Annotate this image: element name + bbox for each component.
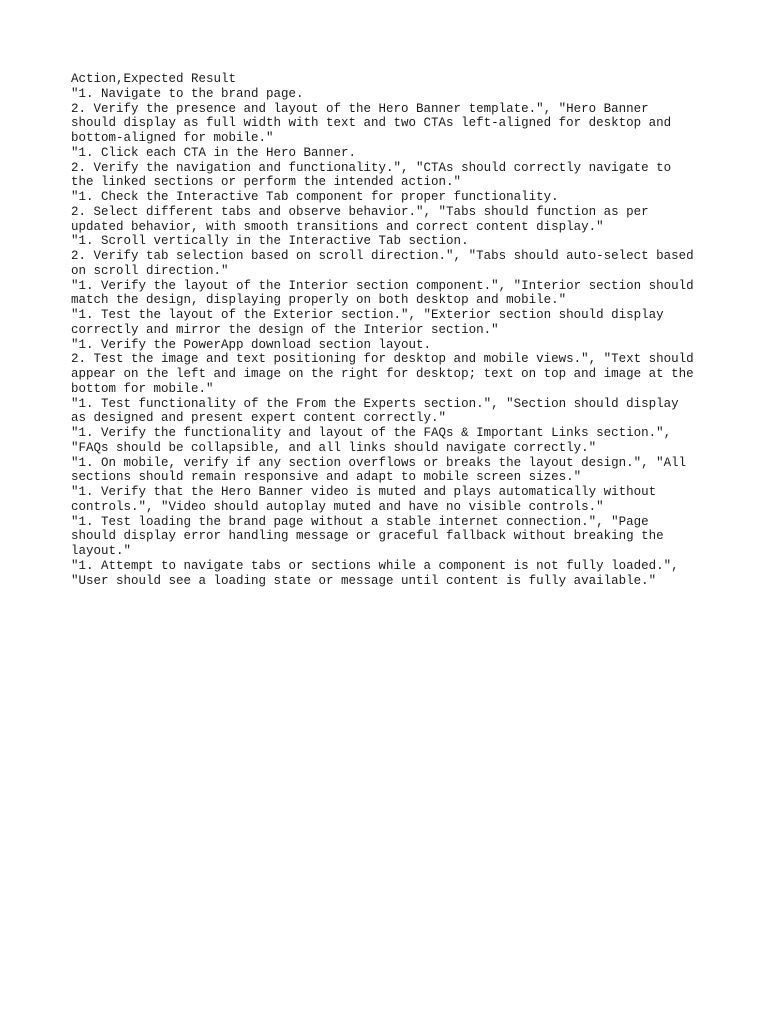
document-line: "1. Click each CTA in the Hero Banner. xyxy=(71,145,357,160)
document-line: Action,Expected Result xyxy=(71,72,237,86)
document-line: 2. Verify the navigation and functionality.", "CTAs should correctly navigate to xyxy=(71,160,672,175)
document-line: "1. Attempt to navigate tabs or sections while a component is not fully loaded.", xyxy=(71,558,679,573)
document-line: 2. Select different tabs and observe behavior.", "Tabs should function as per xyxy=(71,204,649,219)
document-line: "1. Navigate to the brand page. xyxy=(71,86,304,101)
document-line: 2. Test the image and text positioning for desktop and mobile views.", "Text should xyxy=(71,352,694,367)
document-line: "User should see a loading state or message until content is fully available." xyxy=(71,573,657,588)
document-line: controls.", "Video should autoplay muted and have no visible controls." xyxy=(71,499,604,514)
document-line: appear on the left and image on the right for desktop; text on top and image at the xyxy=(71,367,694,381)
document-line: updated behavior, with smooth transitions and correct content display." xyxy=(71,219,604,234)
document-line: sections should remain responsive and adapt to mobile screen sizes." xyxy=(71,470,582,485)
document-line: "1. Check the Interactive Tab component for proper functionality. xyxy=(71,190,559,204)
document-line: match the design, displaying properly on both desktop and mobile." xyxy=(71,293,567,308)
document-line: correctly and mirror the design of the Interior section." xyxy=(71,322,499,337)
document-line: "1. Verify the functionality and layout of the FAQs & Important Links section.", xyxy=(71,426,672,440)
document-line: 2. Verify tab selection based on scroll direction.", "Tabs should auto-select based xyxy=(71,249,694,263)
document-text-block xyxy=(71,72,711,588)
document-line: "1. Test loading the brand page without a stable internet connection.", "Page xyxy=(71,514,649,529)
document-line: bottom-aligned for mobile." xyxy=(71,131,274,145)
document-line: layout." xyxy=(71,544,132,558)
document-line: 2. Verify the presence and layout of the Hero Banner template.", "Hero Banner xyxy=(71,101,649,116)
document-line: "1. Scroll vertically in the Interactive Tab section. xyxy=(71,234,469,249)
document-line: "1. Verify that the Hero Banner video is muted and plays automatically without xyxy=(71,485,657,499)
document-line: on scroll direction." xyxy=(71,263,229,278)
document-line: should display error handling message or graceful fallback without breaking the xyxy=(71,529,664,544)
document-line: "1. Test the layout of the Exterior section.", "Exterior section should display xyxy=(71,308,664,322)
document-line: "FAQs should be collapsible, and all links should navigate correctly." xyxy=(71,440,597,455)
document-line: "1. Verify the layout of the Interior section component.", "Interior section should xyxy=(71,278,694,293)
document-line: "1. On mobile, verify if any section overflows or breaks the layout design.", "All xyxy=(71,455,687,470)
document-line: bottom for mobile." xyxy=(71,381,214,396)
document-line: should display as full width with text and two CTAs left-aligned for desktop and xyxy=(71,116,672,131)
document-line: the linked sections or perform the intended action." xyxy=(71,175,462,190)
document-line: "1. Test functionality of the From the Experts section.", "Section should display xyxy=(71,396,679,411)
document-line: as designed and present expert content correctly." xyxy=(71,411,447,426)
document-line: "1. Verify the PowerApp download section layout. xyxy=(71,337,432,352)
